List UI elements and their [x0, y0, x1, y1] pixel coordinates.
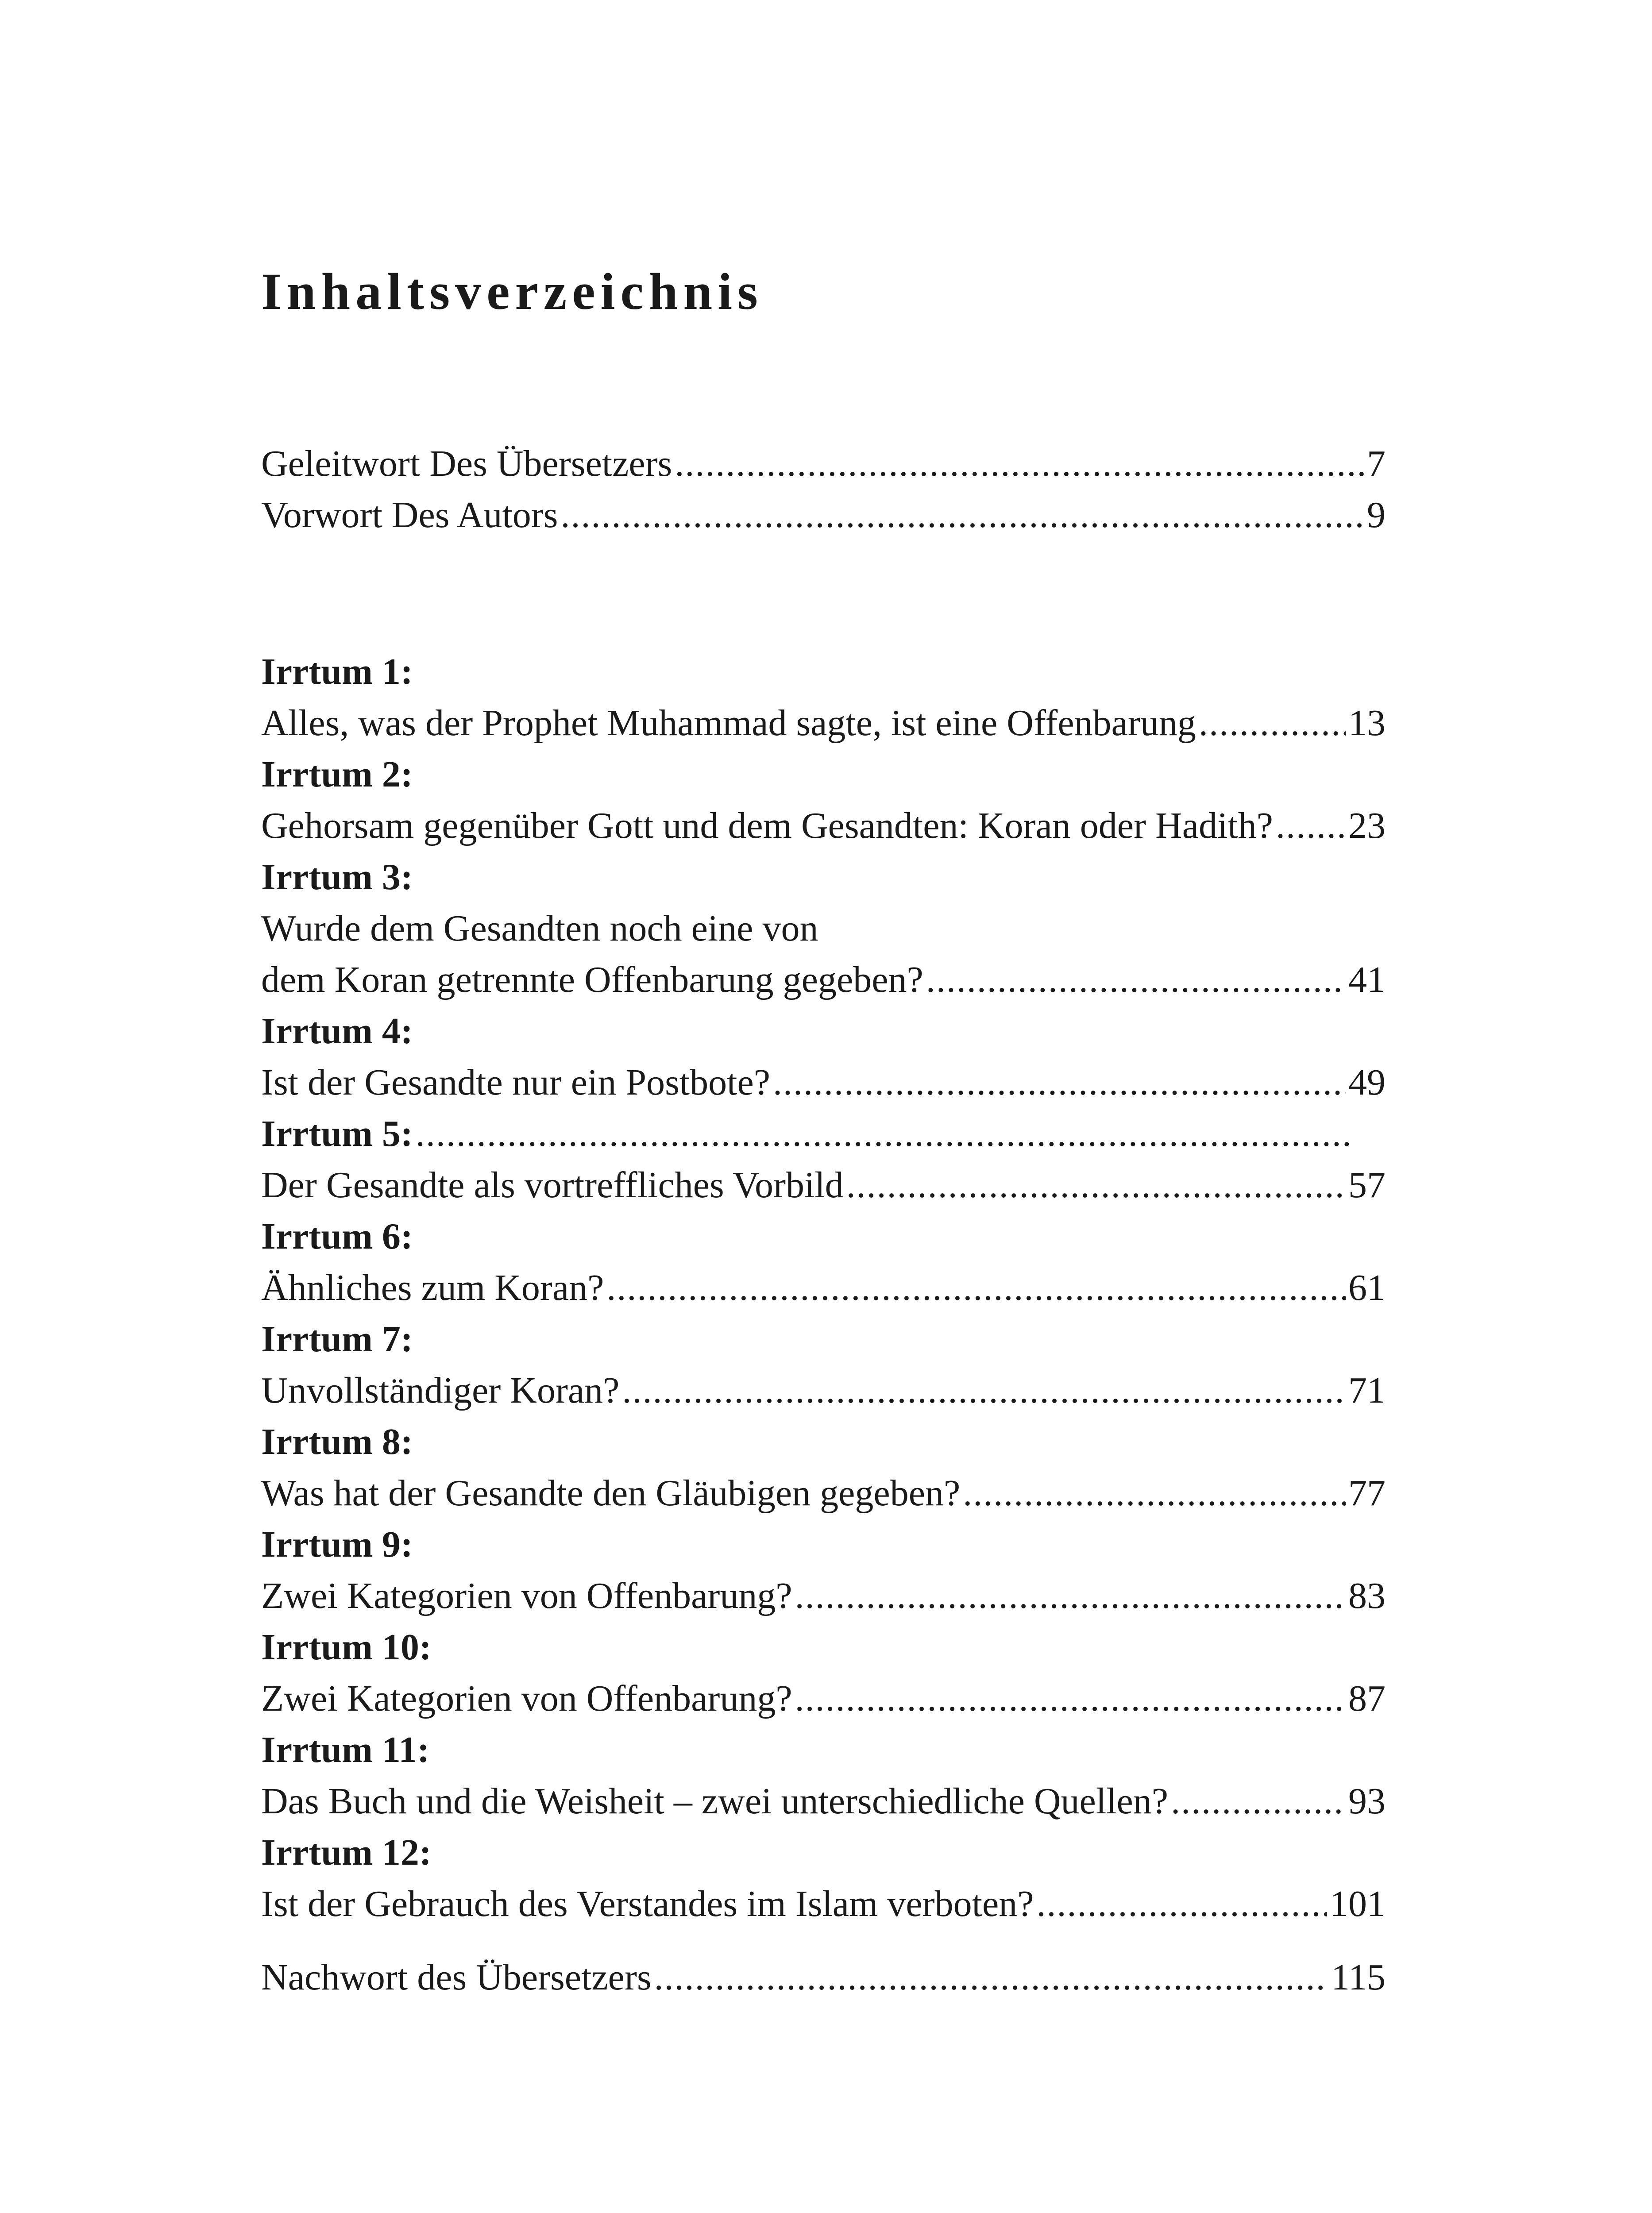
- dot-leader: [795, 1673, 1346, 1724]
- entry-page-number: 87: [1348, 1678, 1386, 1719]
- entry-page-number: 101: [1330, 1883, 1386, 1924]
- toc-entry-irrtum-1[interactable]: [261, 698, 1386, 749]
- entry-title: Nachwort des Übersetzers: [261, 1957, 652, 1998]
- error-heading: Irrtum 1:: [261, 651, 413, 692]
- toc-entry-nachwort[interactable]: [261, 1952, 1386, 2003]
- entry-page-number: 93: [1348, 1781, 1386, 1822]
- dot-leader: [416, 1108, 1355, 1160]
- entry-title: Ist der Gebrauch des Verstandes im Islam verboten?: [261, 1883, 1034, 1924]
- dot-leader: [675, 438, 1364, 490]
- dot-leader: [654, 1952, 1328, 2003]
- page-title: Inhaltsverzeichnis: [261, 262, 763, 320]
- entry-title: Gehorsam gegenüber Gott und dem Gesandten: Koran oder Hadith?: [261, 805, 1273, 846]
- toc-entry-irrtum-11[interactable]: [261, 1776, 1386, 1827]
- error-heading: Irrtum 4:: [261, 1010, 413, 1052]
- entry-page-number: 71: [1348, 1370, 1386, 1411]
- entry-title: Geleitwort Des Übersetzers: [261, 443, 672, 484]
- dot-leader: [606, 1262, 1346, 1314]
- entry-page-number: 13: [1348, 702, 1386, 744]
- entry-title: Ist der Gesandte nur ein Postbote?: [261, 1062, 771, 1103]
- error-heading: Irrtum 5:: [261, 1113, 413, 1154]
- entry-title: dem Koran getrennte Offenbarung gegeben?: [261, 959, 923, 1000]
- entry-page-number: 61: [1348, 1267, 1386, 1308]
- toc-entry-irrtum-6[interactable]: [261, 1262, 1386, 1314]
- entry-page-number: 77: [1348, 1473, 1386, 1514]
- entry-title: Alles, was der Prophet Muhammad sagte, ist eine Offenbarung: [261, 702, 1196, 744]
- toc-entry-irrtum-8[interactable]: [261, 1468, 1386, 1519]
- errors-list: [261, 646, 1386, 1930]
- entry-title: Vorwort Des Autors: [261, 494, 558, 536]
- error-heading: Irrtum 2:: [261, 754, 413, 795]
- entry-title: Unvollständiger Koran?: [261, 1370, 620, 1411]
- dot-leader: [926, 954, 1346, 1006]
- toc-entry-irrtum-7[interactable]: [261, 1365, 1386, 1416]
- entry-page-number: 41: [1348, 959, 1386, 1000]
- entry-page-number: 7: [1367, 443, 1386, 484]
- entry-title: Das Buch und die Weisheit – zwei unterschiedliche Quellen?: [261, 1781, 1169, 1822]
- error-heading: Irrtum 8:: [261, 1421, 413, 1462]
- entry-page-number: 9: [1367, 494, 1386, 536]
- error-heading: Irrtum 3:: [261, 856, 413, 898]
- dot-leader: [795, 1570, 1346, 1622]
- toc-entry-irrtum-3-line-1[interactable]: [261, 903, 1386, 954]
- dot-leader: [1276, 800, 1346, 852]
- dot-leader: [963, 1468, 1346, 1519]
- entry-title: Zwei Kategorien von Offenbarung?: [261, 1678, 792, 1719]
- dot-leader: [1199, 698, 1346, 749]
- dot-leader: [560, 490, 1364, 541]
- entry-title: Zwei Kategorien von Offenbarung?: [261, 1575, 792, 1616]
- toc-entry-geleitwort[interactable]: [261, 438, 1386, 490]
- entry-page-number: 83: [1348, 1575, 1386, 1616]
- error-heading: Irrtum 10:: [261, 1627, 432, 1668]
- error-heading-with-leader: [261, 1108, 1386, 1160]
- toc-entry-irrtum-5[interactable]: [261, 1160, 1386, 1211]
- entry-title: Ähnliches zum Koran?: [261, 1267, 604, 1308]
- error-heading: Irrtum 11:: [261, 1729, 430, 1770]
- entry-page-number: 115: [1331, 1957, 1386, 1998]
- toc-entry-irrtum-2[interactable]: [261, 800, 1386, 852]
- entry-page-number: 49: [1348, 1062, 1386, 1103]
- toc-entry-irrtum-3[interactable]: [261, 954, 1386, 1006]
- toc-entry-irrtum-10[interactable]: [261, 1673, 1386, 1724]
- back-matter-list: [261, 1952, 1386, 2003]
- toc-entry-irrtum-9[interactable]: [261, 1570, 1386, 1622]
- entry-title: Der Gesandte als vortreffliches Vorbild: [261, 1164, 844, 1206]
- dot-leader: [1171, 1776, 1346, 1827]
- error-heading: Irrtum 6:: [261, 1216, 413, 1257]
- error-heading: Irrtum 9:: [261, 1524, 413, 1565]
- dot-leader: [1037, 1878, 1327, 1930]
- toc-entry-irrtum-4[interactable]: [261, 1057, 1386, 1108]
- entry-page-number: 23: [1348, 805, 1386, 846]
- error-heading: Irrtum 12:: [261, 1832, 432, 1873]
- dot-leader: [622, 1365, 1346, 1416]
- dot-leader: [846, 1160, 1346, 1211]
- front-matter-list: [261, 438, 1386, 541]
- entry-title: Wurde dem Gesandten noch eine von: [261, 908, 818, 949]
- toc-entry-vorwort[interactable]: [261, 490, 1386, 541]
- entry-page-number: 57: [1348, 1164, 1386, 1206]
- entry-title: Was hat der Gesandte den Gläubigen gegeben?: [261, 1473, 961, 1514]
- toc-entry-irrtum-12[interactable]: [261, 1878, 1386, 1930]
- error-heading: Irrtum 7:: [261, 1319, 413, 1360]
- dot-leader: [773, 1057, 1346, 1108]
